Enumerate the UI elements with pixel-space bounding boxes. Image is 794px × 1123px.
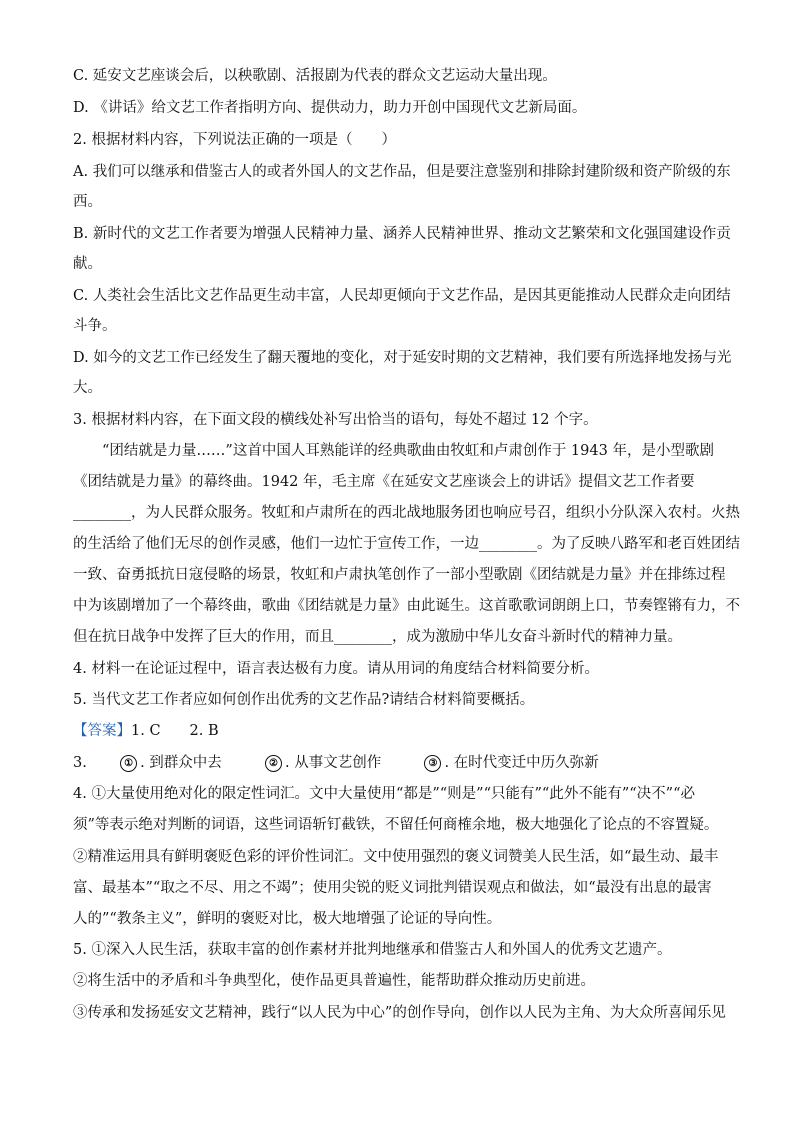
answer-q5-line-2: ②将生活中的矛盾和斗争典型化，使作品更具普遍性，能帮助群众推动历史前进。: [73, 973, 595, 989]
passage-line-4: 的生活给了他们无尽的创作灵感，他们一边忙于宣传工作，一边________。为了反映八路军和老百姓团结: [73, 536, 740, 552]
answer-q1-q2-text: 1. C 2. B: [131, 723, 219, 739]
answer-q4-line-4: 富、最基本”“取之不尽、用之不竭”；使用尖锐的贬义词批判错误观点和做法，如“最没有出息的最害: [73, 880, 712, 896]
answer-q5-line-1: 5. ①深入人民生活，获取丰富的创作素材并批判地继承和借鉴古人和外国人的优秀文艺遗产。: [73, 942, 672, 958]
option-d-q2: D. 如今的文艺工作已经发生了翻天覆地的变化，对于延安时期的文艺精神，我们要有所选择地发扬与光: [73, 350, 732, 366]
option-a-q2: A. 我们可以继承和借鉴古人的或者外国人的文艺作品，但是要注意鉴别和排除封建阶级和资产阶级的东: [73, 164, 731, 180]
answer-q3-blank-2: . 从事文艺创作: [285, 755, 382, 771]
answer-q4-line-5: 人的”“教条主义”，鲜明的褒贬对比，极大地增强了论证的导向性。: [73, 911, 502, 927]
blank-marker-2: ②: [265, 755, 282, 772]
question-4: 4. 材料一在论证过程中，语言表达极有力度。请从用词的角度结合材料简要分析。: [73, 661, 599, 677]
option-d-q1: D. 《讲话》给文艺工作者指明方向、提供动力，助力开创中国现代文艺新局面。: [73, 100, 587, 116]
question-3: 3. 根据材料内容，在下面文段的横线处补写出恰当的语句，每处不超过 12 个字。: [73, 412, 598, 428]
option-d-q2-cont: 大。: [73, 380, 102, 396]
passage-line-6: 中为该剧增加了一个幕终曲，歌曲《团结就是力量》由此诞生。这首歌歌词朗朗上口，节奏铿锵有力，不: [73, 598, 740, 614]
passage-line-2: 《团结就是力量》的幕终曲。1942 年，毛主席《在延安文艺座谈会上的讲话》提倡文艺工作者要: [73, 474, 695, 490]
passage-line-1: “团结就是力量……”这首中国人耳熟能详的经典歌曲由牧虹和卢肃创作于 1943 年，是小型歌剧: [73, 443, 714, 459]
option-a-q2-cont: 西。: [73, 194, 102, 210]
blank-marker-3: ③: [424, 755, 441, 772]
answer-q3-blank-1: . 到群众中去: [140, 755, 222, 771]
question-2: 2. 根据材料内容，下列说法正确的一项是（ ）: [73, 132, 396, 148]
question-5: 5. 当代文艺工作者应如何创作出优秀的文艺作品?请结合材料简要概括。: [73, 692, 535, 708]
answer-q4-line-2: 须”等表示绝对判断的词语，这些词语斩钉截铁，不留任何商榷余地，极大地强化了论点的不容置疑。: [73, 817, 719, 833]
option-c-q2: C. 人类社会生活比文艺作品更生动丰富，人民却更倾向于文艺作品，是因其更能推动人民群众走向团结: [73, 288, 731, 304]
answer-q5-line-3: ③传承和发扬延安文艺精神，践行“以人民为中心”的创作导向，创作以人民为主角、为大众所喜闻乐见: [73, 1005, 726, 1021]
option-c-q2-cont: 斗争。: [73, 318, 117, 334]
passage-line-7: 但在抗日战争中发挥了巨大的作用，而且________，成为激励中华儿女奋斗新时代的精神力量。: [73, 629, 682, 645]
answer-q4-line-3: ②精准运用具有鲜明褒贬色彩的评价性词汇。文中使用强烈的褒义词赞美人民生活，如“最生动、最丰: [73, 849, 719, 865]
passage-line-5: 一致、奋勇抵抗日寇侵略的场景，牧虹和卢肃执笔创作了一部小型歌剧《团结就是力量》并在排练过程: [73, 567, 726, 583]
answer-q3-blank-3: . 在时代变迁中历久弥新: [444, 755, 599, 771]
answer-q4-line-1: 4. ①大量使用绝对化的限定性词汇。文中大量使用“都是”“则是”“只能有”“此外不能有”“决不”“必: [73, 786, 695, 802]
option-b-q2: B. 新时代的文艺工作者要为增强人民精神力量、涵养人民精神世界、推动文艺繁荣和文化强国建设作贡: [73, 226, 731, 242]
answer-q1-q2: [73, 721, 723, 741]
answer-q3-number: 3.: [73, 755, 87, 771]
answer-q3: [73, 753, 723, 773]
option-c-q1: C. 延安文艺座谈会后，以秧歌剧、活报剧为代表的群众文艺运动大量出现。: [73, 68, 557, 84]
option-b-q2-cont: 献。: [73, 256, 102, 272]
passage-line-3: ________，为人民群众服务。牧虹和卢肃所在的西北战地服务团也响应号召，组织小分队深入农村。火热: [73, 505, 740, 521]
blank-marker-1: ①: [120, 755, 137, 772]
answer-tag: 【答案】: [73, 723, 131, 739]
